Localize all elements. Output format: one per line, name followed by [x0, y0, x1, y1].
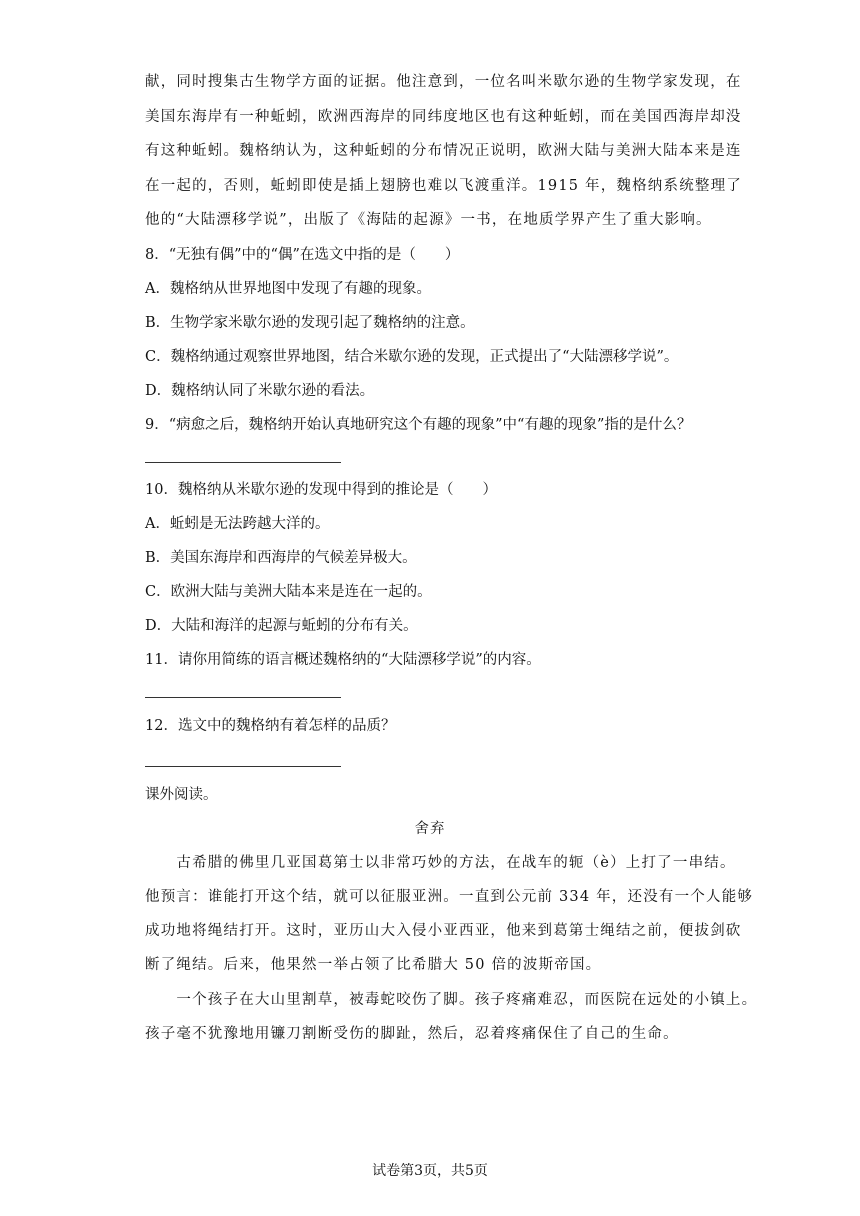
section-label: 课外阅读。 — [145, 787, 218, 803]
passage-line: 在一起的，否则，蚯蚓即使是插上翅膀也难以飞渡重洋。1915 年，魏格纳系统整理了 — [145, 178, 743, 194]
answer-line — [145, 697, 341, 698]
passage-line: 有这种蚯蚓。魏格纳认为，这种蚯蚓的分布情况正说明，欧洲大陆与美洲大陆本来是连 — [145, 143, 742, 159]
article-line: 古希腊的佛里几亚国葛第士以非常巧妙的方法，在战车的轭（è）上打了一串结。 — [145, 855, 736, 871]
article-line: 孩子毫不犹豫地用镰刀割断受伤的脚趾，然后，忍着疼痛保住了自己的生命。 — [145, 1026, 679, 1042]
passage-line: 美国东海岸有一种蚯蚓，欧洲西海岸的同纬度地区也有这种蚯蚓，而在美国西海岸却没 — [145, 109, 742, 125]
article-line: 成功地将绳结打开。这时，亚历山大入侵小亚西亚，他来到葛第士绳结之前，便拔剑砍 — [145, 923, 742, 939]
option-c: C．魏格纳通过观察世界地图，结合米歇尔逊的发现，正式提出了“大陆漂移学说”。 — [145, 349, 679, 365]
question-stem: 10．魏格纳从米歇尔逊的发现中得到的推论是（ ） — [145, 482, 497, 498]
option-b: B．美国东海岸和西海岸的气候差异极大。 — [145, 550, 417, 566]
answer-line — [145, 462, 341, 463]
article-line: 一个孩子在大山里割草，被毒蛇咬伤了脚。孩子疼痛难忍，而医院在远处的小镇上。 — [145, 992, 758, 1008]
question-stem: 9．“病愈之后，魏格纳开始认真地研究这个有趣的现象”中“有趣的现象”指的是什么？ — [145, 417, 692, 433]
option-d: D．大陆和海洋的起源与蚯蚓的分布有关。 — [145, 618, 418, 634]
article-line: 断了绳结。后来，他果然一举占领了比希腊大 50 倍的波斯帝国。 — [145, 957, 602, 973]
option-a: A．魏格纳从世界地图中发现了有趣的现象。 — [145, 281, 431, 297]
question-stem: 8．“无独有偶”中的“偶”在选文中指的是（ ） — [145, 247, 460, 263]
page-footer: 试卷第3页，共5页 — [372, 1163, 488, 1179]
article-line: 他预言：谁能打开这个结，就可以征服亚洲。一直到公元前 334 年，还没有一个人能够 — [145, 889, 754, 905]
option-b: B．生物学家米歇尔逊的发现引起了魏格纳的注意。 — [145, 315, 475, 331]
question-stem: 11．请你用简练的语言概述魏格纳的“大陆漂移学说”的内容。 — [145, 652, 541, 668]
passage-line: 献，同时搜集古生物学方面的证据。他注意到，一位名叫米歇尔逊的生物学家发现，在 — [145, 74, 742, 90]
answer-line — [145, 766, 341, 767]
question-stem: 12．选文中的魏格纳有着怎样的品质？ — [145, 718, 396, 734]
option-d: D．魏格纳认同了米歇尔逊的看法。 — [145, 383, 375, 399]
passage-line: 他的“大陆漂移学说”，出版了《海陆的起源》一书，在地质学界产生了重大影响。 — [145, 212, 712, 228]
option-c: C．欧洲大陆与美洲大陆本来是连在一起的。 — [145, 584, 432, 600]
option-a: A．蚯蚓是无法跨越大洋的。 — [145, 516, 330, 532]
article-title: 舍弃 — [414, 821, 446, 837]
